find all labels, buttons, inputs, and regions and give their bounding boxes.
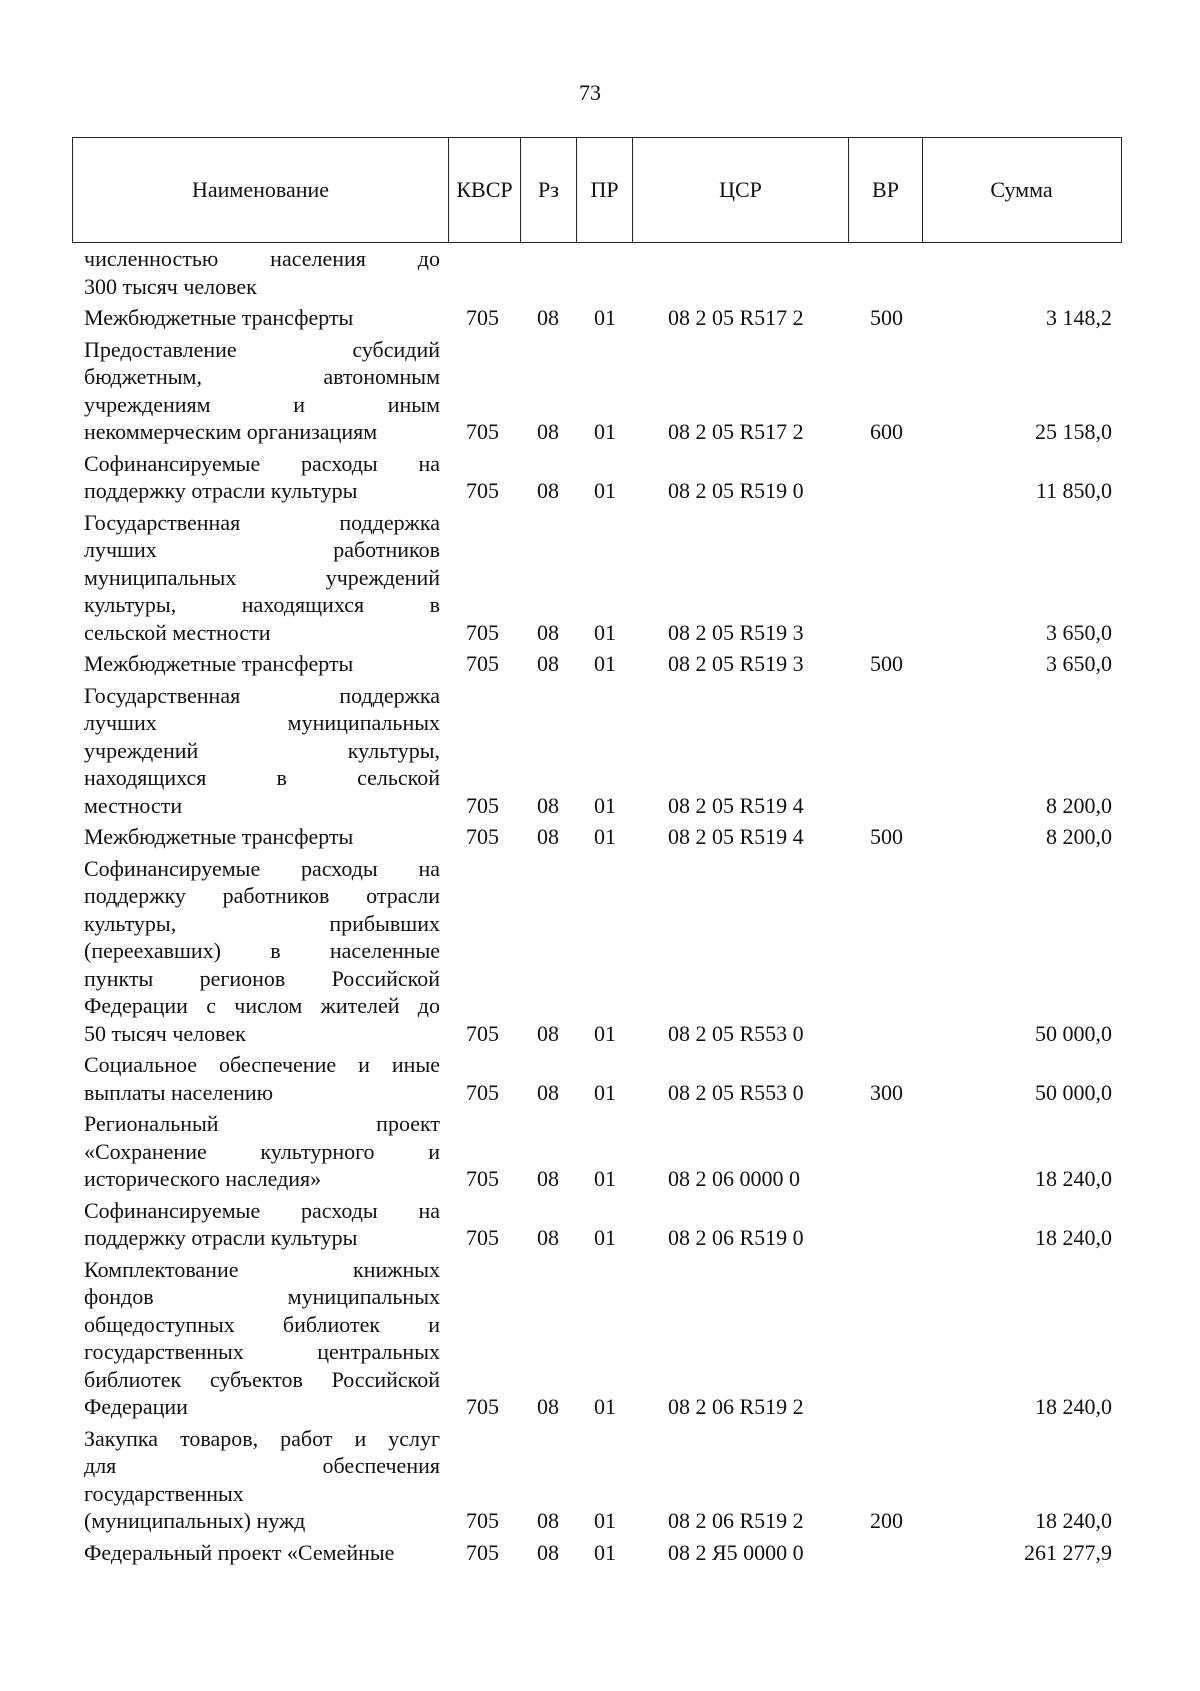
table-row [0, 1256, 1200, 1421]
table-row [0, 509, 1200, 647]
cell-sum: 25 158,0 [1035, 419, 1112, 444]
cell-sum: 50 000,0 [1035, 1079, 1112, 1105]
row-name-line: Предоставление субсидий [84, 336, 440, 362]
row-name-line: лучших работников [84, 537, 440, 562]
row-values [0, 650, 1200, 678]
row-values [0, 1079, 1200, 1107]
cell-sum: 3 650,0 [1046, 651, 1112, 676]
cell-csr: 08 2 06 0000 0 [668, 1166, 800, 1191]
header-name: Наименование [73, 138, 449, 242]
cell-csr: 08 2 Я5 0000 0 [668, 1539, 804, 1565]
row-name-line: 50 тысяч человек [84, 1020, 246, 1046]
cell-kvsr: 705 [466, 1508, 499, 1533]
cell-vr: 600 [870, 419, 903, 444]
row-name-line: сельской местности [84, 619, 271, 645]
table-row [0, 304, 1200, 332]
table-row [0, 650, 1200, 678]
table-row [0, 855, 1200, 1048]
cell-kvsr: 705 [466, 419, 499, 444]
row-name-line: лучших муниципальных [84, 710, 440, 735]
cell-csr: 08 2 05 R553 0 [668, 1020, 804, 1046]
row-name-line: государственных [84, 1480, 244, 1506]
row-values [0, 418, 1200, 446]
table-row [0, 336, 1200, 446]
row-name-line: для обеспечения [84, 1453, 440, 1478]
row-name-line: (переехавших) в населенные [84, 938, 440, 963]
cell-sum: 18 240,0 [1035, 1508, 1112, 1533]
row-name-line: учреждениям и иным [84, 391, 440, 417]
cell-csr: 08 2 05 R519 3 [668, 651, 804, 676]
cell-pr: 01 [594, 824, 616, 849]
table-row [0, 450, 1200, 505]
row-name-line: Федерации с числом жителей до [84, 993, 440, 1018]
cell-kvsr: 705 [466, 1225, 499, 1250]
cell-rz: 08 [537, 1508, 559, 1533]
cell-rz: 08 [537, 824, 559, 849]
cell-pr: 01 [594, 1020, 616, 1046]
row-name-line: государственных центральных [84, 1339, 440, 1364]
cell-pr: 01 [594, 419, 616, 444]
row-name-line: общедоступных библиотек и [84, 1311, 440, 1337]
cell-pr: 01 [594, 478, 616, 503]
row-values [0, 1020, 1200, 1048]
row-name-line: 300 тысяч человек [84, 273, 257, 299]
row-values [0, 619, 1200, 647]
cell-rz: 08 [537, 478, 559, 503]
row-name-line: культуры, находящихся в [84, 592, 440, 617]
row-name-line: Федерации [84, 1394, 188, 1419]
row-name-line: Межбюджетные трансферты [84, 824, 354, 849]
cell-pr: 01 [594, 651, 616, 676]
cell-pr: 01 [594, 619, 616, 645]
table-row [0, 682, 1200, 820]
cell-sum: 8 200,0 [1046, 824, 1112, 849]
row-name-line: некоммерческим организациям [84, 419, 378, 444]
cell-csr: 08 2 05 R553 0 [668, 1079, 804, 1105]
row-values [0, 273, 1200, 301]
row-name-line: Региональный проект [84, 1111, 440, 1136]
cell-kvsr: 705 [466, 619, 499, 645]
row-values [0, 792, 1200, 820]
row-name-line: Софинансируемые расходы на [84, 855, 440, 881]
cell-sum: 11 850,0 [1035, 478, 1112, 503]
cell-vr: 500 [870, 824, 903, 849]
row-name-line: местности [84, 792, 183, 818]
row-name-line: культуры, прибывших [84, 910, 440, 936]
row-name-line: (муниципальных) нужд [84, 1508, 306, 1533]
cell-rz: 08 [537, 619, 559, 645]
cell-sum: 8 200,0 [1046, 792, 1112, 818]
cell-rz: 08 [537, 1394, 559, 1419]
row-name-line: учреждений культуры, [84, 737, 440, 763]
cell-kvsr: 705 [466, 1020, 499, 1046]
header-csr: ЦСР [633, 138, 849, 242]
cell-csr: 08 2 06 R519 2 [668, 1508, 804, 1533]
cell-pr: 01 [594, 1539, 616, 1565]
cell-rz: 08 [537, 305, 559, 330]
cell-kvsr: 705 [466, 792, 499, 818]
row-name-line: Государственная поддержка [84, 509, 440, 535]
cell-rz: 08 [537, 419, 559, 444]
header-sum: Сумма [990, 177, 1053, 202]
cell-csr: 08 2 05 R517 2 [668, 419, 804, 444]
table-row [0, 823, 1200, 851]
table-row [0, 1197, 1200, 1252]
cell-pr: 01 [594, 1079, 616, 1105]
row-name-line: поддержку отрасли культуры [84, 1225, 358, 1250]
table-row [0, 1425, 1200, 1535]
row-name-line: исторического наследия» [84, 1166, 322, 1191]
cell-csr: 08 2 05 R517 2 [668, 305, 804, 330]
cell-rz: 08 [537, 1020, 559, 1046]
row-name-line: выплаты населению [84, 1079, 274, 1105]
cell-rz: 08 [537, 792, 559, 818]
row-values [0, 823, 1200, 851]
cell-sum: 261 277,9 [1024, 1539, 1112, 1565]
row-name-line: поддержку работников отрасли [84, 883, 440, 908]
row-name-line: «Сохранение культурного и [84, 1138, 440, 1164]
row-name [84, 855, 440, 1048]
cell-vr: 500 [870, 651, 903, 676]
table-header [72, 137, 1122, 243]
row-values [0, 1507, 1200, 1535]
cell-sum: 18 240,0 [1035, 1225, 1112, 1250]
cell-kvsr: 705 [466, 305, 499, 330]
cell-sum: 3 148,2 [1046, 305, 1112, 330]
row-name-line: Государственная поддержка [84, 682, 440, 708]
header-pr: ПР [577, 138, 633, 242]
row-values [0, 1539, 1200, 1567]
table-row [0, 1110, 1200, 1193]
cell-pr: 01 [594, 792, 616, 818]
cell-kvsr: 705 [466, 1539, 499, 1565]
row-values [0, 304, 1200, 332]
row-name-line: Федеральный проект «Семейные [84, 1539, 395, 1565]
cell-csr: 08 2 06 R519 2 [668, 1394, 804, 1419]
cell-csr: 08 2 05 R519 4 [668, 824, 804, 849]
table-body [0, 245, 1200, 1570]
cell-rz: 08 [537, 1166, 559, 1191]
cell-rz: 08 [537, 1079, 559, 1105]
cell-vr: 300 [870, 1079, 903, 1105]
row-name-line: Межбюджетные трансферты [84, 651, 354, 676]
header-kvsr: КВСР [449, 138, 521, 242]
cell-kvsr: 705 [466, 1166, 499, 1191]
row-name-line: Комплектование книжных [84, 1256, 440, 1282]
cell-pr: 01 [594, 1508, 616, 1533]
table-row [0, 245, 1200, 300]
page-number: 73 [579, 80, 601, 105]
cell-csr: 08 2 05 R519 0 [668, 478, 804, 503]
row-name-line: находящихся в сельской [84, 765, 440, 790]
row-name-line: Межбюджетные трансферты [84, 305, 354, 330]
cell-sum: 18 240,0 [1035, 1394, 1112, 1419]
cell-rz: 08 [537, 1225, 559, 1250]
row-name-line: численностью населения до [84, 246, 440, 271]
row-name-line: пункты регионов Российской [84, 965, 440, 991]
row-values [0, 477, 1200, 505]
cell-sum: 50 000,0 [1035, 1020, 1112, 1046]
row-name-line: бюджетным, автономным [84, 364, 440, 389]
cell-pr: 01 [594, 305, 616, 330]
cell-vr: 500 [870, 305, 903, 330]
row-values [0, 1393, 1200, 1421]
cell-sum: 18 240,0 [1035, 1166, 1112, 1191]
cell-kvsr: 705 [466, 1079, 499, 1105]
cell-rz: 08 [537, 1539, 559, 1565]
row-name-line: библиотек субъектов Российской [84, 1366, 440, 1392]
cell-csr: 08 2 06 R519 0 [668, 1225, 804, 1250]
cell-pr: 01 [594, 1166, 616, 1191]
header-vr: ВР [849, 138, 923, 242]
row-name-line: Софинансируемые расходы на [84, 450, 440, 476]
row-name-line: Софинансируемые расходы на [84, 1197, 440, 1223]
cell-csr: 08 2 05 R519 3 [668, 619, 804, 645]
cell-kvsr: 705 [466, 478, 499, 503]
cell-sum: 3 650,0 [1046, 619, 1112, 645]
cell-csr: 08 2 05 R519 4 [668, 792, 804, 818]
cell-pr: 01 [594, 1394, 616, 1419]
cell-vr: 200 [870, 1508, 903, 1533]
header-rz: Рз [521, 138, 577, 242]
cell-rz: 08 [537, 651, 559, 676]
row-name-line: Закупка товаров, работ и услуг [84, 1425, 440, 1451]
cell-kvsr: 705 [466, 1394, 499, 1419]
row-name-line: поддержку отрасли культуры [84, 478, 358, 503]
table-row [0, 1051, 1200, 1106]
row-name-line: Социальное обеспечение и иные [84, 1052, 440, 1077]
row-name-line: муниципальных учреждений [84, 564, 440, 590]
table-row [0, 1539, 1200, 1567]
row-name-line: фондов муниципальных [84, 1284, 440, 1309]
row-values [0, 1165, 1200, 1193]
cell-kvsr: 705 [466, 824, 499, 849]
cell-pr: 01 [594, 1225, 616, 1250]
row-values [0, 1224, 1200, 1252]
cell-kvsr: 705 [466, 651, 499, 676]
